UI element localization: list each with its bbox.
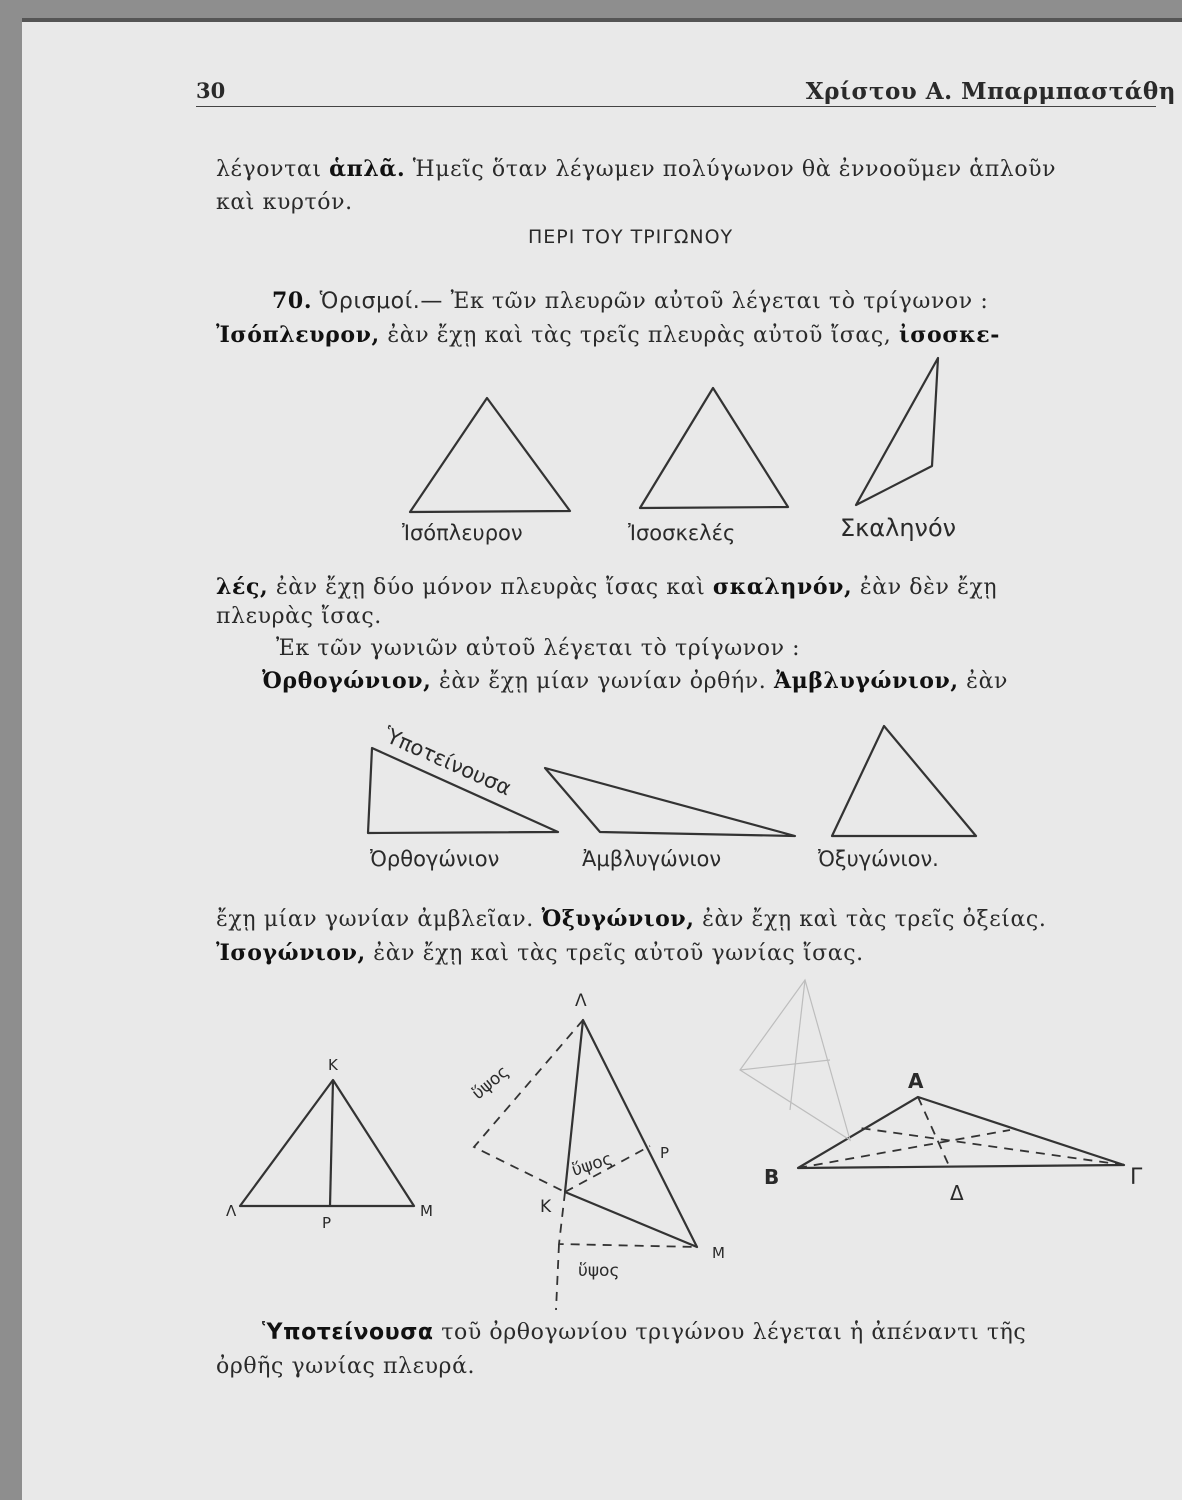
equilateral-triangle [410, 398, 570, 512]
label-height-3: ὕψος [578, 1261, 620, 1281]
altitude-kp [330, 1080, 333, 1206]
vertex-b: Β [764, 1165, 780, 1189]
intro-text: Ἡμεῖς ὅταν λέγωμεν πολύγωνον θὰ ἐννοοῦμεν ἁπλοῦν [405, 157, 1057, 182]
angles-line-1: Ἐκ τῶν γωνιῶν αὐτοῦ λέγεται τὸ τρίγωνον : [276, 636, 801, 661]
closing-line-2: ὀρθῆς γωνίας πλευρά. [216, 1354, 476, 1379]
dashed-extension [556, 1244, 559, 1310]
label-height-1: ὕψος [468, 1061, 513, 1104]
para70-text: ἐὰν ἔχῃ καὶ τὰς τρεῖς πλευρὰς αὐτοῦ ἴσας, [379, 323, 899, 348]
angles-text: ἐὰν [958, 669, 1009, 694]
label-acute: Ὀξυγώνιον. [818, 847, 939, 871]
vertex-k2: Κ [540, 1197, 552, 1217]
pencil-sketch [740, 980, 850, 1140]
vertex-a: Α [908, 1069, 924, 1093]
vertex-d: Δ [950, 1181, 964, 1205]
paragraph-number: 70. [272, 288, 313, 314]
term-equilateral: Ἰσόπλευρον, [216, 322, 380, 348]
pencil-sketch-line [740, 1060, 830, 1070]
vertex-m2: Μ [712, 1244, 725, 1262]
term-hypotenuse: Ὑποτείνουσα [262, 1320, 434, 1345]
paragraph-heading: Ὁρισμοί.— [319, 289, 443, 314]
acute-text: ἔχῃ μίαν γωνίαν ἀμβλεῖαν. [216, 907, 542, 932]
intro-line-2: καὶ κυρτόν. [216, 190, 353, 215]
sides-text: ἐὰν δὲν ἔχῃ [852, 575, 998, 600]
vertex-g: Γ [1130, 1165, 1143, 1190]
dashed-median-a [918, 1097, 950, 1168]
term-isosceles-start: ἰσοσκε- [898, 322, 1000, 348]
vertex-l2: Λ [575, 991, 587, 1011]
sides-text: ἐὰν ἔχῃ δύο μόνον πλευρὰς ἴσας καὶ [268, 575, 713, 600]
term-equiangular: Ἰσογώνιον, [216, 940, 366, 966]
para70-text: Ἐκ τῶν πλευρῶν αὐτοῦ λέγεται τὸ τρίγωνον : [450, 289, 989, 314]
vertex-k: Κ [328, 1056, 338, 1074]
label-hypotenuse: Ὑποτείνουσα [379, 722, 515, 801]
term-acute: Ὀξυγώνιον, [541, 906, 695, 932]
pencil-sketch-line [790, 980, 805, 1110]
term-obtuse: Ἀμβλυγώνιον, [773, 668, 959, 694]
acute-text: ἐὰν ἔχῃ καὶ τὰς τρεῖς αὐτοῦ γωνίας ἴσας. [365, 941, 864, 966]
vertex-p2: Ρ [660, 1144, 670, 1162]
label-scalene: Σκαληνόν [840, 514, 957, 542]
running-head: Χρίστου Α. Μπαρμπαστάθη [805, 78, 1176, 105]
triangle-lkm [565, 1020, 697, 1247]
term-scalene: σκαληνόν, [712, 574, 853, 600]
label-right: Ὀρθογώνιον [370, 847, 500, 871]
angles-text: ἐὰν ἔχῃ μίαν γωνίαν ὀρθήν. [431, 669, 774, 694]
label-obtuse: Ἀμβλυγώνιον [582, 847, 722, 871]
vertex-p: Ρ [322, 1214, 332, 1232]
label-equilateral: Ἰσόπλευρον [402, 521, 523, 545]
sides-line-2: πλευρὰς ἴσας. [216, 604, 382, 629]
section-title: ΠΕΡΙ ΤΟΥ ΤΡΙΓΩΝΟΥ [528, 226, 734, 248]
term-isosceles-end: λές, [216, 574, 269, 600]
obtuse-triangle [545, 768, 795, 836]
page-number: 30 [196, 78, 226, 103]
isosceles-triangle [640, 388, 788, 508]
closing-text: τοῦ ὀρθογωνίου τριγώνου λέγεται ἡ ἀπέναντι τῆς [433, 1320, 1027, 1345]
vertex-l: Λ [226, 1202, 237, 1220]
scalene-triangle [856, 358, 938, 505]
vertex-m: Μ [420, 1202, 433, 1220]
acute-triangle [832, 726, 976, 836]
term-right: Ὀρθογώνιον, [262, 668, 432, 694]
intro-term-simple: ἁπλᾶ. [329, 156, 406, 182]
label-height-2: ὕψος [569, 1148, 615, 1181]
label-isosceles: Ἰσοσκελές [628, 521, 736, 545]
intro-text: λέγονται [216, 157, 330, 182]
triangle-klm [240, 1080, 414, 1206]
acute-text: ἐὰν ἔχῃ καὶ τὰς τρεῖς ὀξείας. [694, 907, 1047, 932]
